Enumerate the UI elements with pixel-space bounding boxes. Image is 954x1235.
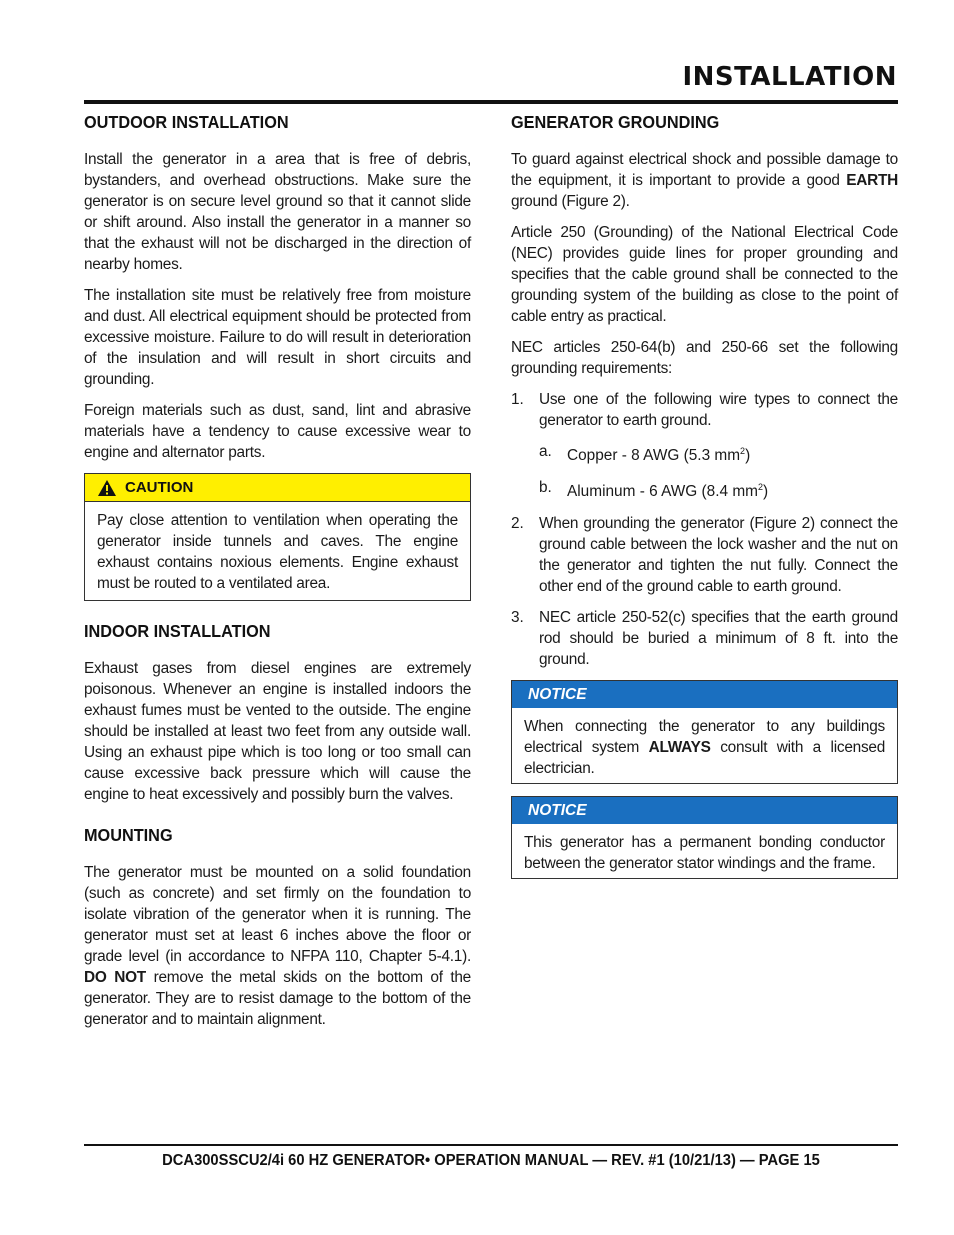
- grounding-paragraph-3: NEC articles 250-64(b) and 250-66 set the following grounding requirements:: [511, 339, 898, 377]
- caution-header: [85, 474, 470, 502]
- step-number: 3.: [511, 609, 524, 627]
- wire-text: Aluminum - 6 AWG (8.4 mm: [567, 483, 758, 501]
- mounting-do-not: DO NOT: [84, 969, 146, 986]
- mounting-heading: MOUNTING: [84, 825, 173, 845]
- grounding-text-a: To guard against electrical shock and possible damage to the equipment, it is important to provide a good: [511, 151, 898, 189]
- notice-box-electrician: [511, 680, 898, 784]
- list-item: [511, 389, 898, 502]
- list-item: [539, 441, 898, 466]
- indoor-paragraph-1: Exhaust gases from diesel engines are extremely poisonous. Whenever an engine is installed indoors the exhaust fumes must be vented to the outside. The engine should be installed at least two feet from any outside wall. Using an exhaust pipe which is too long or too small can cause excessive back pressure which will cause the engine to heat excessively and possibly burn the valves.: [84, 660, 471, 803]
- notice-body: [512, 708, 897, 783]
- page-title: INSTALLATION: [682, 62, 897, 92]
- wire-types: [539, 441, 898, 502]
- notice-text: This generator has a permanent bonding conductor between the generator stator windings and the frame.: [524, 834, 885, 873]
- notice-header: [512, 797, 897, 824]
- outdoor-paragraph-1: Install the generator in a area that is free of debris, bystanders, and overhead obstructions. Make sure the generator is on secure level ground so that it cannot slide or shift around. Also install the generator in a manner so that the exhaust will not be discharged in the direction of nearby homes.: [84, 151, 471, 273]
- step-number: 1.: [511, 391, 524, 408]
- step-text: NEC article 250-52(c) specifies that the earth ground rod should be buried a minimum of 8 ft. into the ground.: [539, 609, 898, 669]
- mounting-paragraph-1: [84, 862, 471, 1030]
- title-rule: [84, 100, 898, 104]
- warning-triangle-icon: [97, 479, 117, 497]
- notice-text-a: When connecting the generator to any buildings electrical system: [524, 718, 885, 757]
- notice-always: ALWAYS: [648, 739, 711, 757]
- outdoor-paragraph-3: Foreign materials such as dust, sand, lint and abrasive materials have a tendency to cause excessive wear to engine and alternator parts.: [84, 402, 471, 461]
- mounting-text-a: The generator must be mounted on a solid foundation (such as concrete) and set firmly on the foundation to isolate vibration of the generator when it is running. The generator must set at least 6 inches above the floor or grade level (in accordance to NFPA 110, Chapter 5-4.1).: [84, 864, 471, 965]
- page-footer: DCA300SSCU2/4i 60 HZ GENERATOR• OPERATION MANUAL — REV. #1 (10/21/13) — PAGE 15: [162, 1152, 820, 1169]
- notice-box-bonding: [511, 796, 898, 879]
- grounding-steps: [511, 389, 898, 670]
- notice-header: [512, 681, 897, 708]
- wire-letter: b.: [539, 479, 552, 497]
- notice-label: NOTICE: [528, 685, 587, 703]
- caution-box: [84, 473, 471, 601]
- grounding-paragraph-1: [511, 149, 898, 212]
- wire-sup: 2: [758, 482, 764, 493]
- footer-rule: [84, 1144, 898, 1146]
- grounding-heading: GENERATOR GROUNDING: [511, 112, 720, 132]
- indoor-heading: INDOOR INSTALLATION: [84, 621, 271, 641]
- wire-letter: a.: [539, 443, 552, 460]
- step-text: When grounding the generator (Figure 2) connect the ground cable between the lock washer and the nut on the generator and tighten the nut fully. Connect the other end of the ground cable to earth ground.: [539, 515, 898, 596]
- outdoor-paragraph-2: The installation site must be relatively free from moisture and dust. All electrical equipment should be protected from excessive moisture. Failure to do will result in deterioration of the insulation and will result in short circuits and grounding.: [84, 287, 471, 388]
- list-item: [511, 607, 898, 670]
- caution-label: CAUTION: [125, 479, 194, 496]
- wire-close: ): [763, 483, 769, 501]
- notice-text-b: consult with a licensed electrician.: [524, 739, 886, 778]
- list-item: [511, 513, 898, 597]
- mounting-text-b: remove the metal skids on the bottom of the generator. They are to resist damage to the bottom of the generator and to maintain alignment.: [84, 969, 471, 1028]
- outdoor-heading: OUTDOOR INSTALLATION: [84, 112, 289, 132]
- wire-text: Copper - 8 AWG (5.3 mm: [567, 447, 741, 465]
- notice-body: [512, 824, 897, 878]
- step-text: Use one of the following wire types to connect the generator to earth ground.: [539, 391, 898, 429]
- left-column: [84, 112, 471, 1040]
- caution-body: [85, 502, 470, 600]
- notice-text: [524, 716, 885, 779]
- wire-sup: 2: [740, 446, 746, 456]
- right-column: [511, 112, 898, 891]
- step-number: 2.: [511, 515, 524, 533]
- grounding-paragraph-2: Article 250 (Grounding) of the National Electrical Code (NEC) provides guide lines for proper grounding and specifies that the cable ground shall be connected to the grounding system of the building as close to the point of cable entry as practical.: [511, 224, 898, 325]
- grounding-earth: EARTH: [846, 172, 898, 189]
- caution-text: Pay close attention to ventilation when operating the generator inside tunnels and caves. The engine exhaust contains noxious elements. Engine exhaust must be routed to a ventilated area.: [97, 512, 458, 592]
- grounding-text-b: ground (Figure 2).: [511, 193, 630, 210]
- wire-close: ): [745, 447, 751, 465]
- list-item: [539, 477, 898, 502]
- notice-label: NOTICE: [528, 801, 587, 819]
